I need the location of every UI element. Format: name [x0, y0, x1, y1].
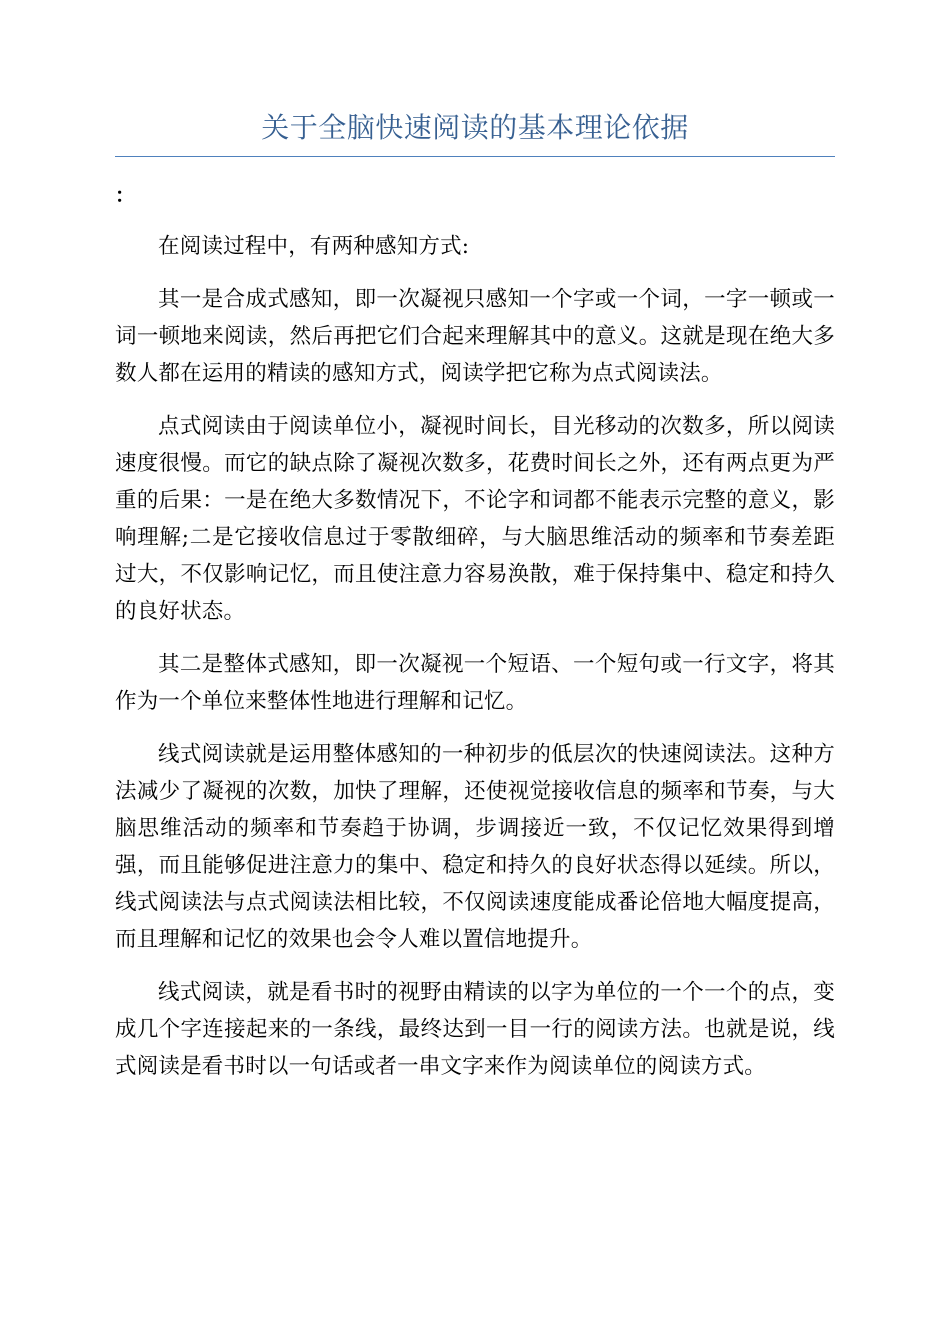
paragraph-3: 点式阅读由于阅读单位小，凝视时间长，目光移动的次数多，所以阅读速度很慢。而它的缺点除了凝视次数多，花费时间长之外，还有两点更为严重的后果：一是在绝大多数情况下，不论字和词都不能表示完整的意义，影响理解;二是它接收信息过于零散细碎，与大脑思维活动的频率和节奏差距过大，不仅影响记忆，而且使注意力容易涣散，难于保持集中、稳定和持久的良好状态。	[115, 414, 835, 624]
title-block	[115, 108, 835, 157]
document-title: 关于全脑快速阅读的基本理论依据	[261, 111, 689, 144]
paragraph-1: 在阅读过程中，有两种感知方式:	[158, 234, 470, 259]
paragraph-5: 线式阅读就是运用整体感知的一种初步的低层次的快速阅读法。这种方法减少了凝视的次数，加快了理解，还使视觉接收信息的频率和节奏，与大脑思维活动的频率和节奏趋于协调，步调接近一致，不仅记忆效果得到增强，而且能够促进注意力的集中、稳定和持久的良好状态得以延续。所以，线式阅读法与点式阅读法相比较，不仅阅读速度能成番论倍地大幅度提高，而且理解和记忆的效果也会令人难以置信地提升。	[115, 742, 835, 952]
paragraph-4: 其二是整体式感知，即一次凝视一个短语、一个短句或一行文字，将其作为一个单位来整体性地进行理解和记忆。	[115, 652, 835, 714]
document-body	[115, 228, 835, 1101]
paragraph-6: 线式阅读，就是看书时的视野由精读的以字为单位的一个一个的点，变成几个字连接起来的一条线，最终达到一目一行的阅读方法。也就是说，线式阅读是看书时以一句话或者一串文字来作为阅读单位的阅读方式。	[115, 980, 835, 1079]
paragraph-2: 其一是合成式感知，即一次凝视只感知一个字或一个词，一字一顿或一词一顿地来阅读，然后再把它们合起来理解其中的意义。这就是现在绝大多数人都在运用的精读的感知方式，阅读学把它称为点式阅读法。	[115, 287, 835, 386]
colon-mark: ：	[115, 183, 135, 207]
